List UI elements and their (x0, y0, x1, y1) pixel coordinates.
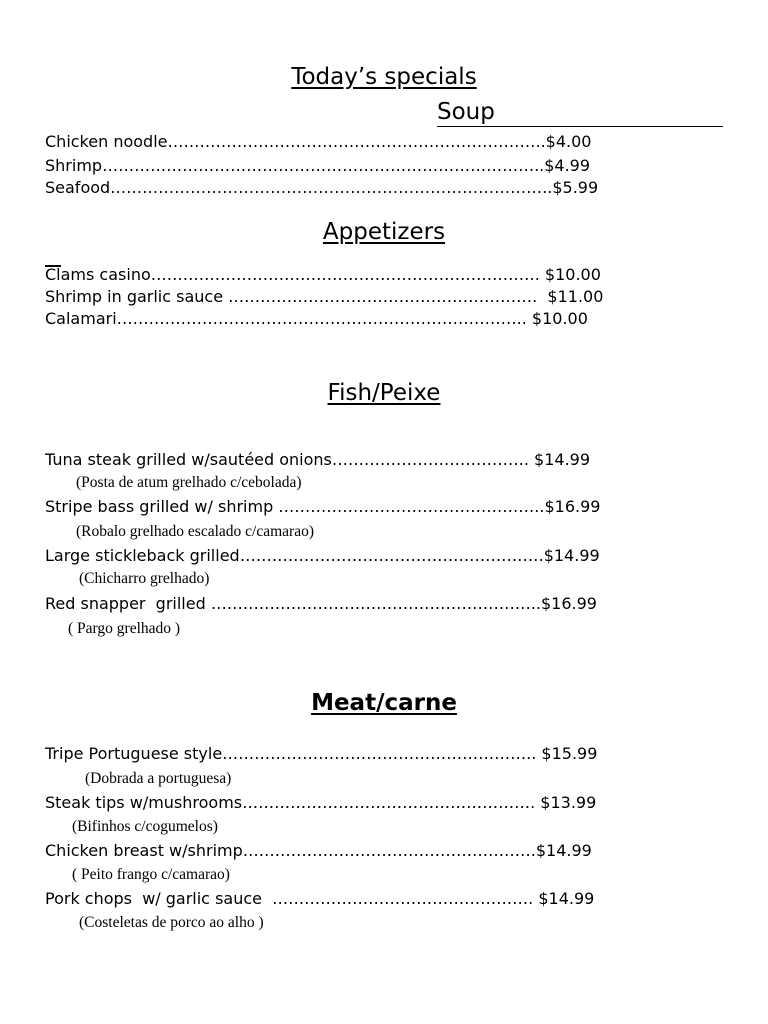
fish-item-stickleback: Large stickleback grilled…………………………………………………$14.99 (45, 546, 600, 565)
fish-item-tuna: Tuna steak grilled w/sautéed onions………………………………. $14.99 (45, 450, 591, 469)
meat-item-pork-chops-translation: (Costeletas de porco ao alho ) (79, 914, 264, 931)
soup-item-chicken-noodle: Chicken noodle……………………………………………………………..$4.00 (45, 132, 592, 151)
appetizer-item-clams-casino: Clams casino………………………………………………………………. $10.00 (45, 265, 601, 284)
fish-item-stripe-bass: Stripe bass grilled w/ shrimp …………………………………………..$16.99 (45, 497, 601, 516)
soup-item-shrimp: Shrimp………………………………………………………………………..$4.99 (45, 156, 591, 175)
soup-item-seafood: Seafood………………………………………………………………………..$5.99 (45, 178, 599, 197)
page-title: Today’s specials (291, 64, 477, 90)
meat-item-steak-tips: Steak tips w/mushrooms………………………………………………. $13.99 (45, 793, 597, 812)
meat-item-chicken-breast-translation: ( Peito frango c/camarao) (72, 866, 230, 883)
fish-item-red-snapper: Red snapper grilled ……………………………………………………..$16.99 (45, 594, 597, 613)
fish-heading: Fish/Peixe (327, 380, 441, 406)
meat-item-chicken-breast: Chicken breast w/shrimp……………………………………………….$14.99 (45, 841, 592, 860)
meat-item-steak-tips-translation: (Bifinhos c/cogumelos) (72, 818, 218, 835)
meat-item-pork-chops: Pork chops w/ garlic sauce …………………………………………. $14.99 (45, 889, 595, 908)
fish-item-stripe-bass-translation: (Robalo grelhado escalado c/camarao) (76, 523, 314, 540)
meat-item-tripe: Tripe Portuguese style………………………………………………….. $15.99 (45, 744, 598, 763)
soup-heading: Soup (437, 98, 723, 127)
meat-heading: Meat/carne (311, 690, 457, 716)
appetizer-item-calamari: Calamari………………………………………………………………….. $10.00 (45, 309, 588, 328)
fish-item-tuna-translation: (Posta de atum grelhado c/cebolada) (76, 474, 302, 491)
fish-item-stickleback-translation: (Chicharro grelhado) (79, 570, 210, 587)
meat-item-tripe-translation: (Dobrada a portuguesa) (85, 770, 232, 787)
appetizers-heading: Appetizers (322, 219, 446, 245)
appetizer-item-shrimp-garlic: Shrimp in garlic sauce …………………………………………………. $11.00 (45, 287, 604, 306)
fish-item-red-snapper-translation: ( Pargo grelhado ) (68, 620, 181, 637)
